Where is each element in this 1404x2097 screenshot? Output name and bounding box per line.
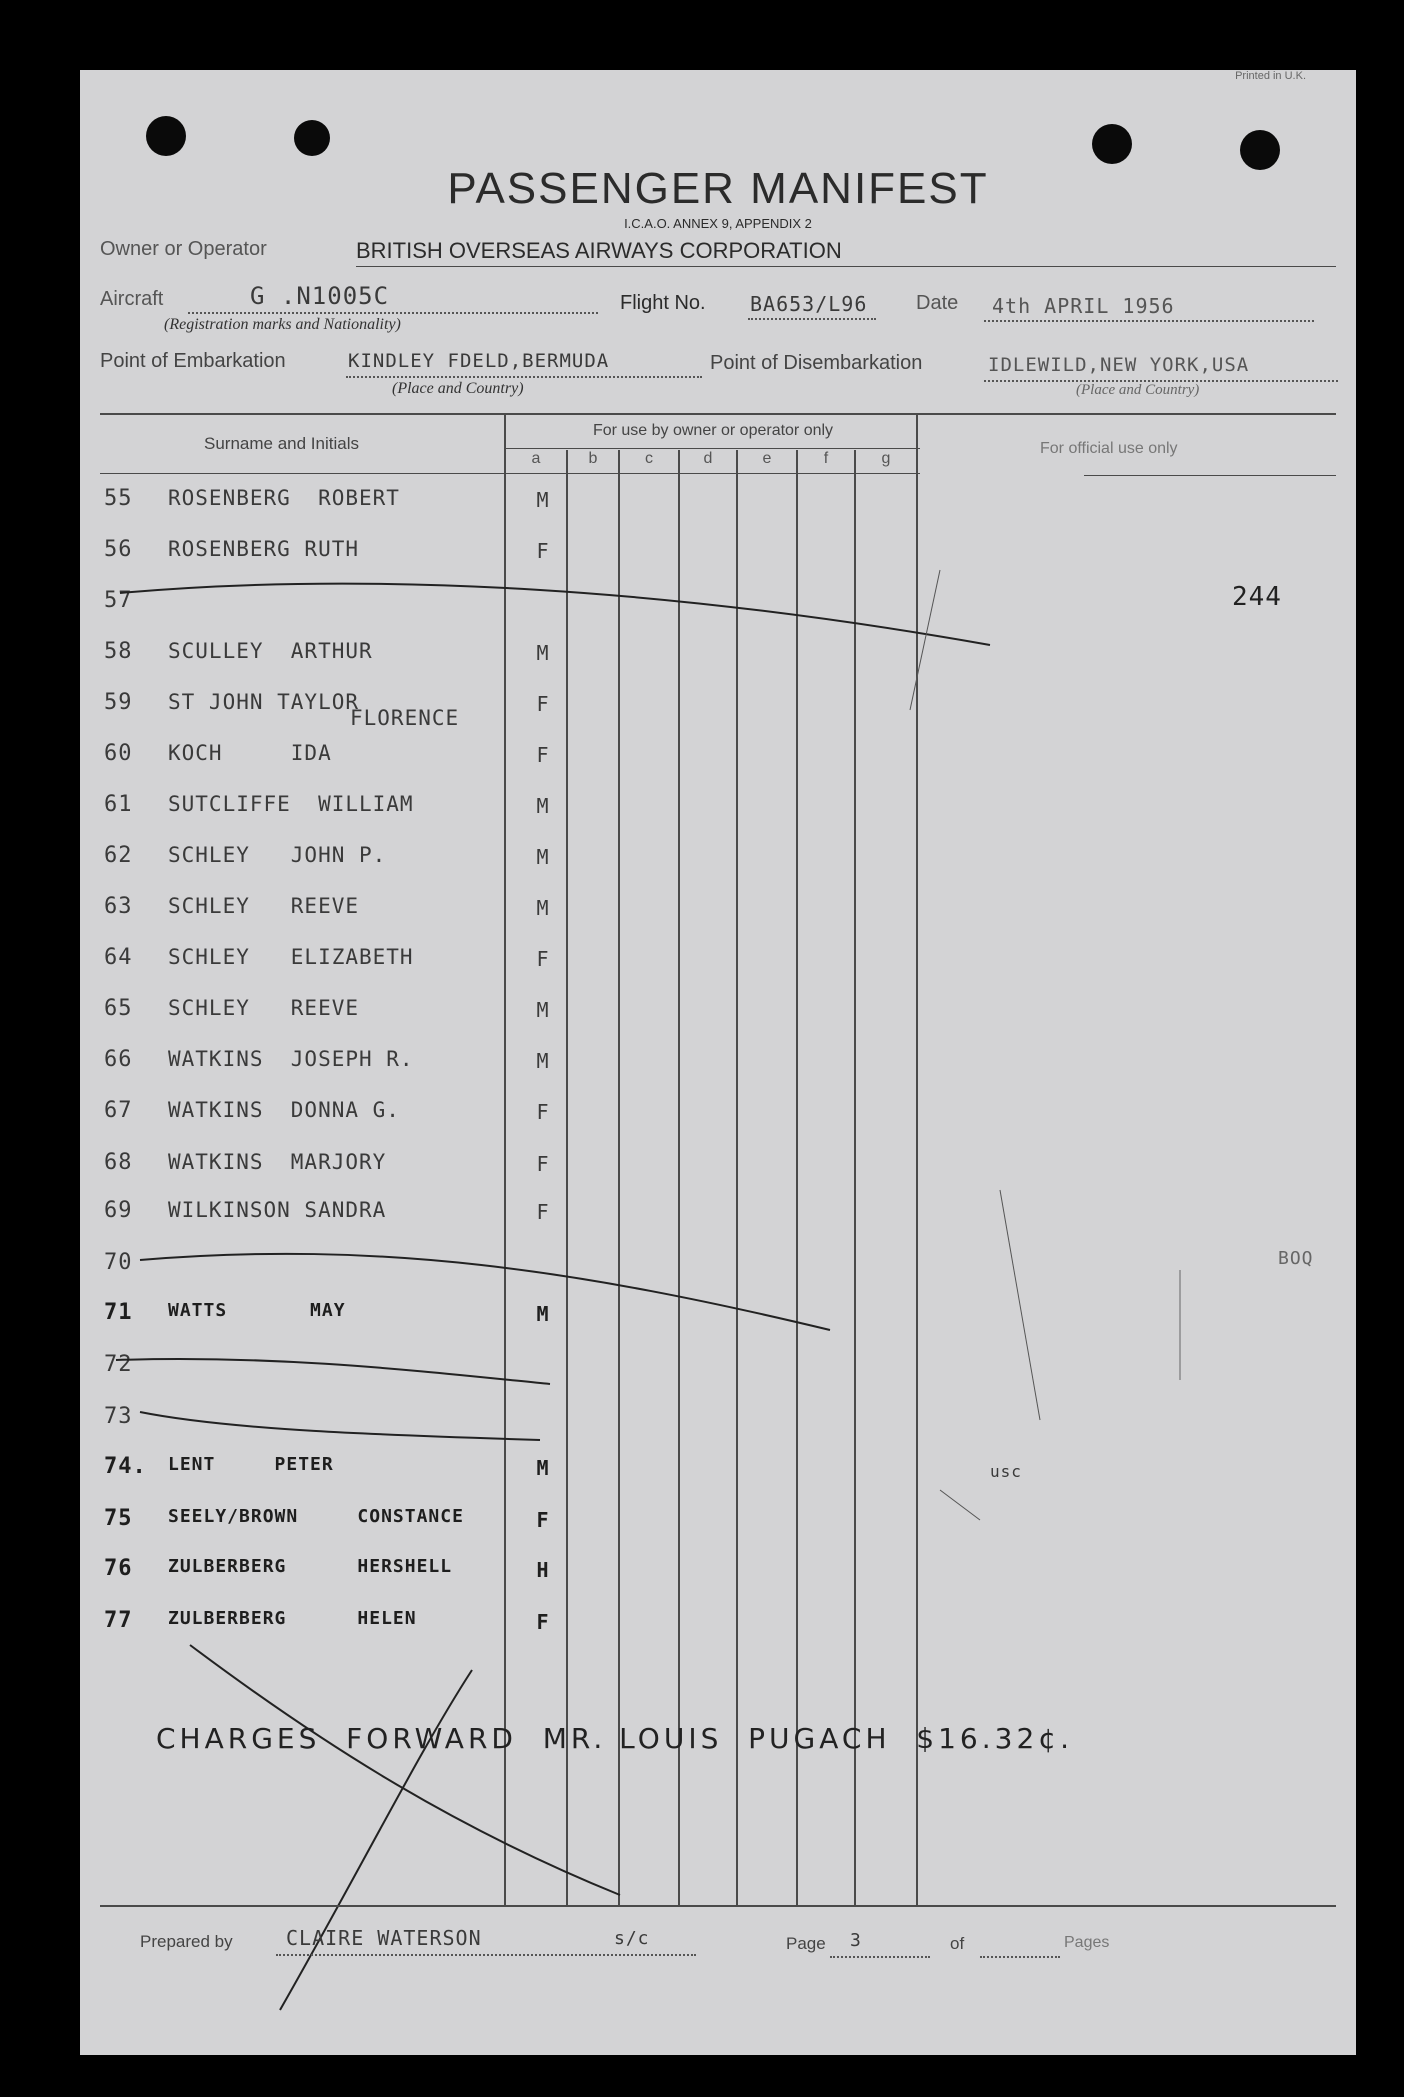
passenger-name: SCHLEY ELIZABETH	[168, 945, 414, 969]
embarkation-note: (Place and Country)	[392, 380, 524, 397]
passenger-name: WILKINSON SANDRA	[168, 1198, 387, 1222]
footer-rule	[100, 1905, 1336, 1907]
row-number: 55	[104, 486, 133, 511]
owner-value: BRITISH OVERSEAS AIRWAYS CORPORATION	[356, 238, 842, 263]
row-number: 75	[104, 1506, 133, 1531]
row-number: 58	[104, 639, 133, 664]
florence-note: FLORENCE	[350, 706, 460, 730]
passenger-sex: M	[536, 1049, 550, 1073]
page-underline	[830, 1956, 930, 1958]
passenger-sex: M	[536, 998, 550, 1022]
passenger-sex: M	[536, 845, 550, 869]
row-number: 71	[104, 1300, 133, 1325]
passenger-sex: F	[536, 1152, 550, 1176]
official-mark-2	[940, 1490, 980, 1520]
passenger-sex: F	[536, 1508, 550, 1532]
passenger-name: ST JOHN TAYLOR	[168, 690, 360, 714]
passenger-name: SUTCLIFFE WILLIAM	[168, 792, 414, 816]
passenger-name: ROSENBERG RUTH	[168, 537, 360, 561]
row-number: 68	[104, 1150, 133, 1175]
strike-row-57	[120, 584, 990, 645]
row-number: 63	[104, 894, 133, 919]
disembarkation-value: IDLEWILD,NEW YORK,USA	[988, 354, 1250, 376]
of-label: of	[950, 1934, 965, 1953]
passenger-name: WATKINS DONNA G.	[168, 1098, 400, 1122]
printer-note: Printed in U.K.	[1235, 70, 1306, 82]
page-number: 3	[850, 1930, 862, 1951]
flight-value: BA653/L96	[750, 292, 868, 316]
page-title: PASSENGER MANIFEST	[447, 164, 989, 213]
row-number: 77	[104, 1608, 133, 1633]
subcol-g: g	[881, 450, 891, 467]
strike-row-72	[116, 1359, 550, 1384]
row-number: 59	[104, 690, 133, 715]
owner-label: Owner or Operator	[100, 238, 267, 260]
row-number: 61	[104, 792, 133, 817]
row-number: 67	[104, 1098, 133, 1123]
passenger-name: ROSENBERG ROBERT	[168, 486, 400, 510]
official-mark-1	[910, 570, 940, 710]
passenger-sex: M	[536, 794, 550, 818]
page-subtitle: I.C.A.O. ANNEX 9, APPENDIX 2	[624, 216, 812, 231]
row-number: 73	[104, 1404, 133, 1429]
cross-stroke-1	[190, 1645, 620, 1895]
passenger-name: SCHLEY REEVE	[168, 894, 360, 918]
passenger-sex: F	[536, 1610, 550, 1634]
passenger-name: SCULLEY ARTHUR	[168, 639, 373, 663]
passenger-sex: H	[536, 1558, 550, 1582]
strike-row-73	[140, 1412, 540, 1440]
embarkation-value: KINDLEY FDELD,BERMUDA	[348, 350, 610, 372]
row-number: 70	[104, 1250, 133, 1275]
official-count: 244	[1232, 582, 1282, 612]
passenger-sex: M	[536, 1456, 550, 1480]
aircraft-label: Aircraft	[100, 288, 164, 310]
row-number: 56	[104, 537, 133, 562]
passenger-name: ZULBERBERG HELEN	[168, 1608, 417, 1629]
strike-through-marks	[80, 70, 1356, 2055]
official-usc: usc	[990, 1462, 1022, 1481]
row-number: 62	[104, 843, 133, 868]
passenger-name: ZULBERBERG HERSHELL	[168, 1556, 453, 1577]
row-number: 60	[104, 741, 133, 766]
aircraft-note: (Registration marks and Nationality)	[164, 316, 401, 333]
passenger-name: WATTS MAY	[168, 1300, 346, 1321]
passenger-sex: M	[536, 488, 550, 512]
official-boq: BOQ	[1278, 1248, 1314, 1269]
owner-use-header: For use by owner or operator only	[592, 422, 834, 439]
pages-label: Pages	[1064, 1934, 1110, 1951]
manifest-sheet	[80, 70, 1356, 2055]
subcol-d: d	[703, 450, 713, 467]
passenger-name: SEELY/BROWN CONSTANCE	[168, 1506, 464, 1527]
passenger-sex: F	[536, 539, 550, 563]
passenger-name: KOCH IDA	[168, 741, 332, 765]
passenger-sex: F	[536, 692, 550, 716]
row-number: 66	[104, 1047, 133, 1072]
passenger-name: WATKINS JOSEPH R.	[168, 1047, 414, 1071]
passenger-name: LENT PETER	[168, 1454, 334, 1475]
prepared-label: Prepared by	[140, 1932, 233, 1951]
prepared-underline	[276, 1954, 696, 1956]
col-name-header: Surname and Initials	[204, 434, 359, 453]
passenger-name: SCHLEY REEVE	[168, 996, 360, 1020]
passenger-sex: F	[536, 1100, 550, 1124]
cross-stroke-2	[280, 1670, 472, 2010]
charges-note: CHARGES FORWARD MR. LOUIS PUGACH $16.32¢.	[156, 1722, 1073, 1755]
row-number: 69	[104, 1198, 133, 1223]
prepared-value: CLAIRE WATERSON	[286, 1926, 482, 1950]
embarkation-label: Point of Embarkation	[100, 350, 286, 372]
subcol-c: c	[645, 450, 653, 467]
row-number: 65	[104, 996, 133, 1021]
row-number: 57	[104, 588, 133, 613]
passenger-sex: M	[536, 1302, 550, 1326]
row-number: 72	[104, 1352, 133, 1377]
date-value: 4th APRIL 1956	[992, 294, 1175, 318]
flight-label: Flight No.	[620, 292, 706, 314]
disembarkation-note: (Place and Country)	[1076, 382, 1200, 398]
passenger-sex: F	[536, 743, 550, 767]
page-label: Page	[786, 1934, 826, 1953]
passenger-sex: M	[536, 896, 550, 920]
subcol-a: a	[531, 450, 541, 467]
official-mark-3	[1000, 1190, 1040, 1420]
row-number: 64	[104, 945, 133, 970]
passenger-sex: M	[536, 641, 550, 665]
passenger-name: WATKINS MARJORY	[168, 1150, 387, 1174]
aircraft-value: G .N1005C	[250, 282, 390, 310]
passenger-sex: F	[536, 1200, 550, 1224]
row-number: 74.	[104, 1454, 147, 1479]
subcol-f: f	[823, 450, 829, 467]
passenger-name: SCHLEY JOHN P.	[168, 843, 387, 867]
subcol-b: b	[588, 450, 598, 467]
total-pages-underline	[980, 1956, 1060, 1958]
strike-row-70	[140, 1254, 830, 1330]
date-label: Date	[916, 292, 959, 314]
passenger-sex: F	[536, 947, 550, 971]
prepared-suffix: s/c	[614, 1928, 650, 1949]
official-use-header: For official use only	[1040, 440, 1178, 457]
subcol-e: e	[762, 450, 772, 467]
row-number: 76	[104, 1556, 133, 1581]
disembarkation-label: Point of Disembarkation	[710, 352, 923, 374]
